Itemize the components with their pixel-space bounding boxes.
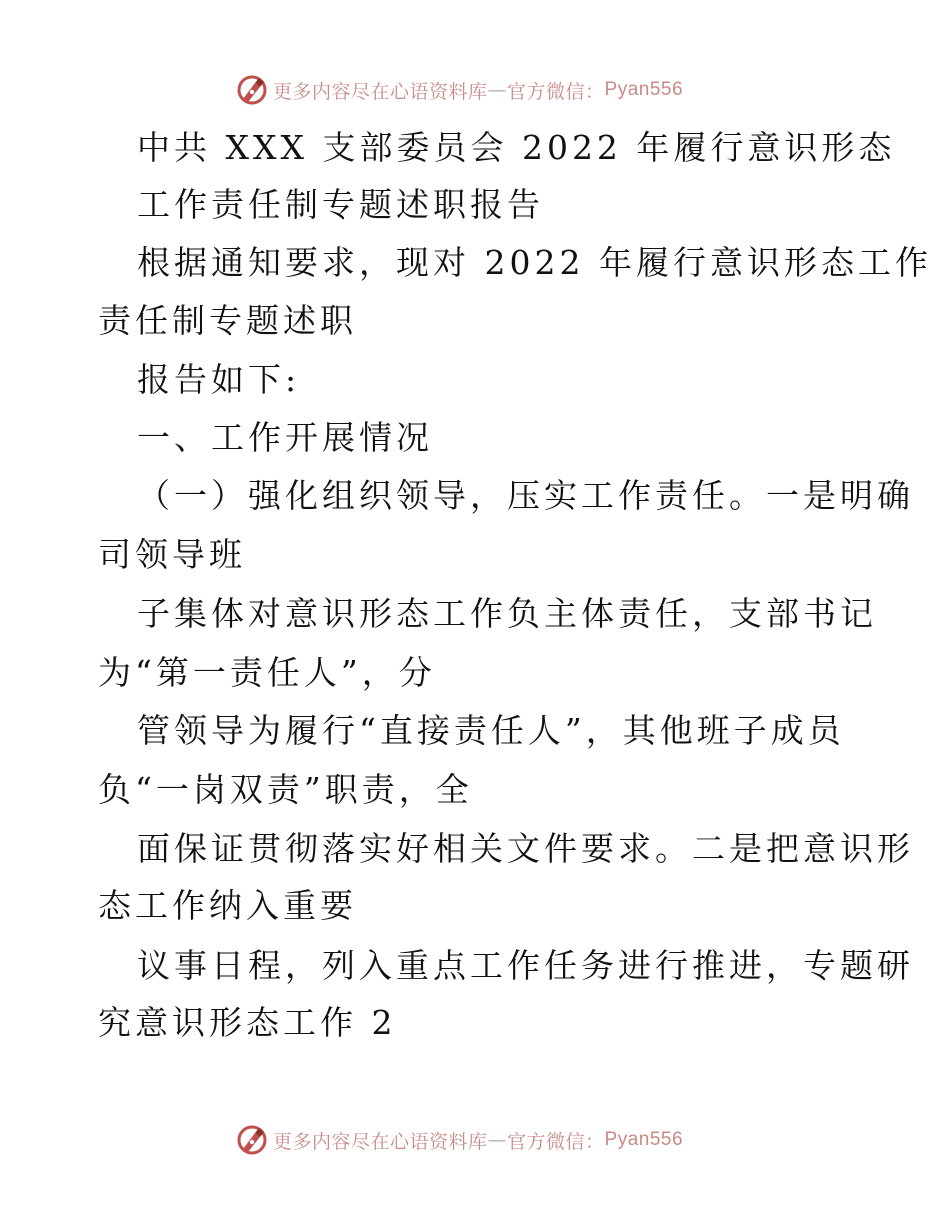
watermark-header — [235, 72, 683, 108]
paragraph-line: 面保证贯彻落实好相关文件要求。二是把意识形 — [137, 829, 914, 868]
title-line-2: 工作责任制专题述职报告 — [137, 185, 544, 224]
paragraph-line: 报告如下: — [137, 360, 301, 399]
watermark-separator: — — [487, 1129, 508, 1151]
paragraph-line: （一）强化组织领导，压实工作责任。一是明确 — [137, 476, 914, 515]
watermark-text: 更多内容尽在心语资料库 — [273, 80, 488, 103]
watermark-separator: — — [487, 79, 508, 101]
pen-nib-logo-icon — [235, 73, 269, 107]
title-line-1: 中共 XXX 支部委员会 2022 年履行意识形态 — [137, 128, 896, 167]
paragraph-line: 司领导班 — [98, 535, 246, 574]
section-heading: 一、工作开展情况 — [137, 418, 433, 457]
watermark-id: Pyan556 — [604, 79, 684, 100]
watermark-contact: 官方微信： — [507, 1130, 605, 1153]
paragraph-line: 负“一岗双责”职责，全 — [98, 770, 473, 809]
watermark-text: 更多内容尽在心语资料库 — [273, 1130, 488, 1153]
pen-nib-logo-icon — [235, 1123, 269, 1157]
paragraph-line: 根据通知要求，现对 2022 年履行意识形态工作 — [137, 243, 932, 282]
paragraph-line: 究意识形态工作 2 — [98, 1003, 397, 1042]
paragraph-line: 子集体对意识形态工作负主体责任，支部书记 — [137, 594, 877, 633]
paragraph-line: 态工作纳入重要 — [98, 886, 357, 925]
paragraph-line: 责任制专题述职 — [98, 301, 357, 340]
watermark-footer — [235, 1122, 683, 1158]
paragraph-line: 管领导为履行“直接责任人”，其他班子成员 — [137, 711, 845, 750]
paragraph-line: 为“第一责任人”，分 — [98, 653, 436, 692]
paragraph-line: 议事日程，列入重点工作任务进行推进，专题研 — [137, 946, 914, 985]
watermark-contact: 官方微信： — [507, 80, 605, 103]
watermark-id: Pyan556 — [604, 1129, 684, 1150]
